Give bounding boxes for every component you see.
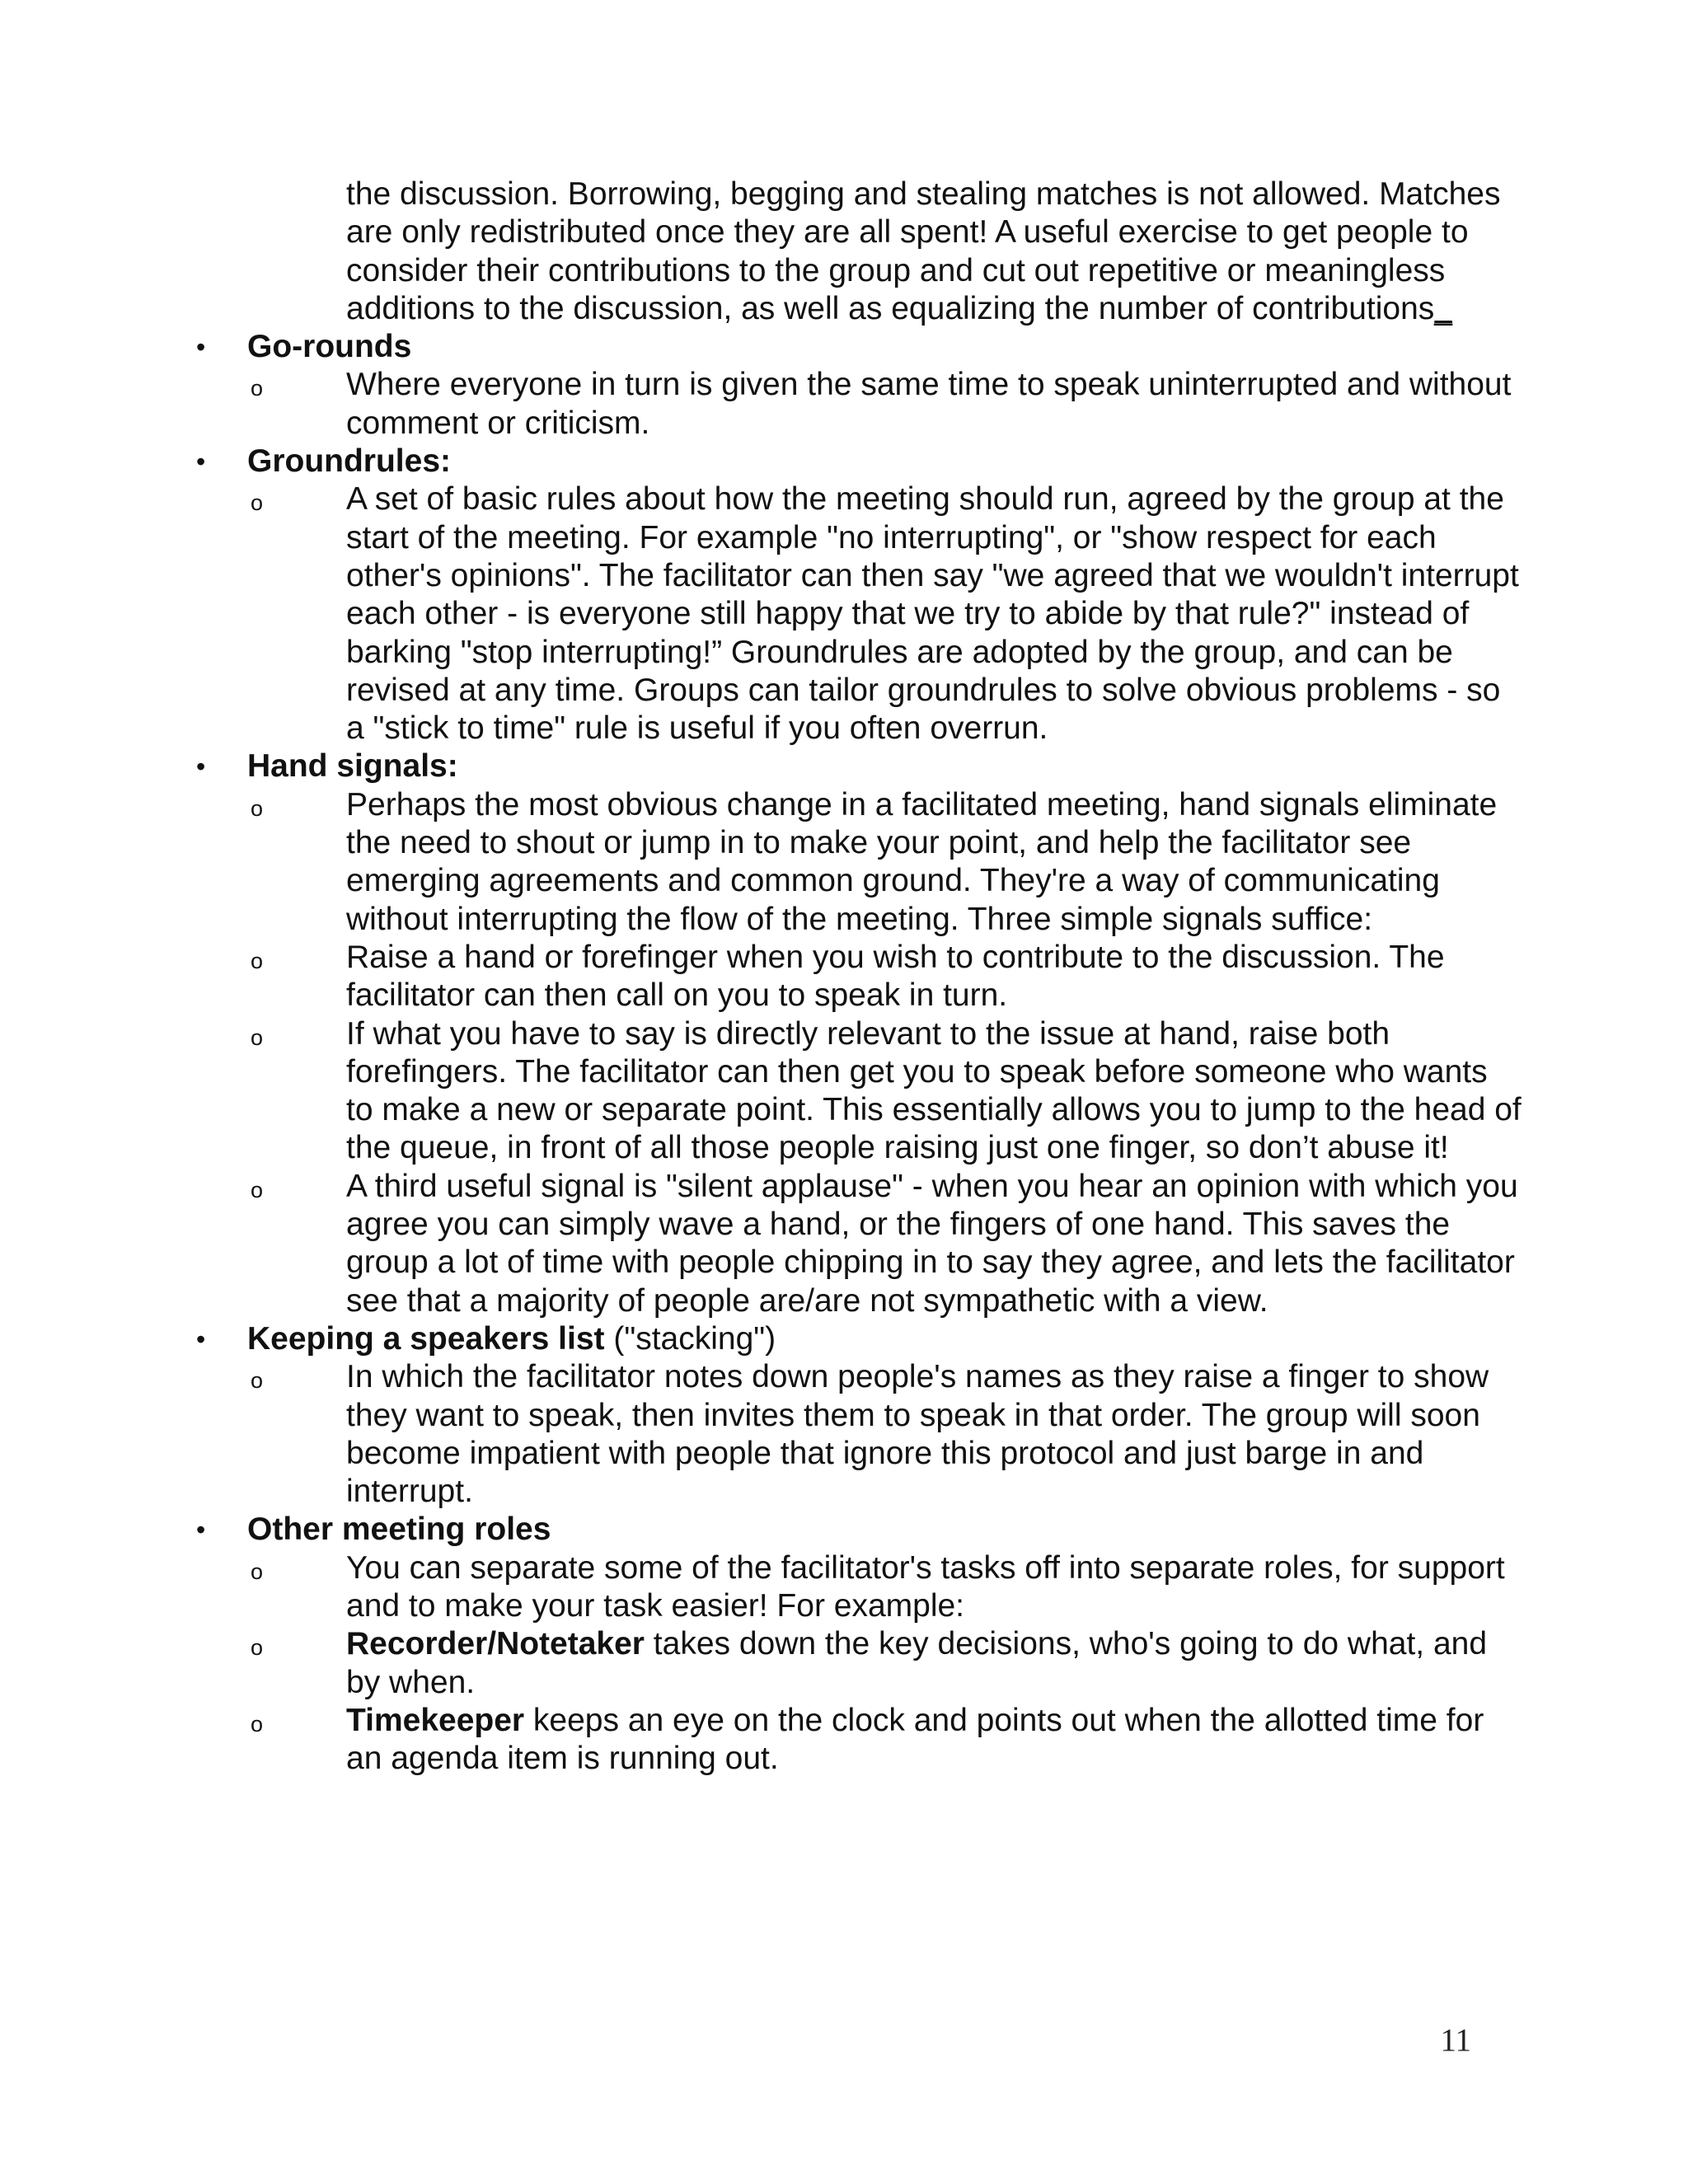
sub-bullet-marker: o (251, 1368, 264, 1394)
sub-list-item (247, 786, 1522, 939)
sub-bullet-marker: o (251, 1711, 264, 1736)
sub-item-text: You can separate some of the facilitator's tasks off into separate roles, for support and to make your task easier! For example: (346, 1549, 1505, 1624)
bullet-item (195, 1511, 1522, 1778)
sub-list-item (247, 939, 1522, 1015)
sub-list (247, 480, 1522, 748)
sub-item-text: takes down the key decisions, who's going to do what, and by when. (346, 1626, 1488, 1700)
sub-list (247, 1358, 1522, 1511)
sub-list (247, 786, 1522, 1320)
section-title: Groundrules: (247, 443, 452, 480)
sub-bullet-marker: o (251, 795, 264, 821)
role-term: Recorder/Notetaker (346, 1626, 645, 1662)
section-title: Hand signals: (247, 748, 458, 785)
sub-list (247, 1549, 1522, 1779)
page-number: 11 (1440, 2022, 1471, 2058)
bullet-list (195, 328, 1522, 1778)
section-title: Other meeting roles (247, 1511, 551, 1548)
bullet-item (195, 748, 1522, 1319)
sub-bullet-marker: o (251, 376, 264, 401)
bullet-marker: • (196, 1324, 206, 1354)
sub-list-item (247, 480, 1522, 748)
sub-list-item (247, 1702, 1522, 1779)
text-cursor-mark: _ (1434, 290, 1452, 326)
section-title: Keeping a speakers list (247, 1320, 605, 1357)
section-heading (247, 443, 1522, 480)
role-term: Timekeeper (346, 1702, 525, 1738)
bullet-item (195, 443, 1522, 748)
bullet-marker: • (196, 447, 206, 477)
sub-bullet-marker: o (251, 1558, 264, 1584)
bullet-marker: • (196, 332, 206, 363)
sub-bullet-marker: o (251, 490, 264, 516)
continued-paragraph-text: the discussion. Borrowing, begging and stealing matches is not allowed. Matches are only redistributed once they are all spent! A useful exercise to get people to consider their contributions to the group and cut out repetitive or meaningless additions to the discussion, as well as equalizing the number of contributions (346, 176, 1501, 326)
bullet-marker: • (196, 1515, 206, 1545)
sub-list (247, 366, 1522, 443)
page-body (195, 176, 1522, 1778)
sub-list-item (247, 1358, 1522, 1511)
sub-item-text: keeps an eye on the clock and points out when the allotted time for an agenda item is running out. (346, 1702, 1484, 1777)
sub-list-item (247, 366, 1522, 443)
sub-item-text: Raise a hand or forefinger when you wish to contribute to the discussion. The facilitator can then call on you to speak in turn. (346, 939, 1445, 1014)
bullet-marker: • (196, 752, 206, 782)
sub-item-text: Perhaps the most obvious change in a facilitated meeting, hand signals eliminate the need to shout or jump in to make your point, and help the facilitator see emerging agreements and common ground. They're a way of communicating without interrupting the flow of the meeting. Three simple signals suffice: (346, 786, 1498, 937)
section-title: Go-rounds (247, 329, 412, 365)
section-heading (247, 1320, 1522, 1358)
sub-bullet-marker: o (251, 1635, 264, 1661)
continued-paragraph (346, 176, 1522, 328)
section-heading (247, 1511, 1522, 1549)
sub-bullet-marker: o (251, 1177, 264, 1202)
sub-list-item (247, 1625, 1522, 1702)
bullet-item (195, 1320, 1522, 1511)
sub-item-text: A third useful signal is "silent applause" - when you hear an opinion with which you agree you can simply wave a hand, or the fingers of one hand. This saves the group a lot of time with people chipping in to say they agree, and lets the facilitator see that a majority of people are/are not sympathetic with a view. (346, 1168, 1518, 1319)
sub-item-text: A set of basic rules about how the meeting should run, agreed by the group at the start of the meeting. For example "no interrupting", or "show respect for each other's opinions". The facilitator can then say "we agreed that we wouldn't interrupt each other - is everyone still happy that we try to abide by that rule?" instead of barking "stop interrupting!” Groundrules are adopted by the group, and can be revised at any time. Groups can tailor groundrules to solve obvious problems - so a "stick to time" rule is useful if you often overrun. (346, 481, 1519, 747)
sub-item-text: In which the facilitator notes down people's names as they raise a finger to show they want to speak, then invites them to speak in that order. The group will soon become impatient with people that ignore this protocol and just barge in and interrupt. (346, 1359, 1489, 1510)
sub-bullet-marker: o (251, 1024, 264, 1050)
sub-item-text: If what you have to say is directly relevant to the issue at hand, raise both forefingers. The facilitator can then get you to speak before someone who wants to make a new or separate point. This essentially allows you to jump to the head of the queue, in front of all those people raising just one finger, so don’t abuse it! (346, 1015, 1522, 1166)
sub-list-item (247, 1549, 1522, 1626)
sub-list-item (247, 1015, 1522, 1168)
sub-item-text: Where everyone in turn is given the same time to speak uninterrupted and without comment or criticism. (346, 367, 1512, 441)
section-title-suffix: ("stacking") (604, 1320, 776, 1357)
sub-list-item (247, 1168, 1522, 1320)
section-heading (247, 748, 1522, 785)
section-heading (247, 328, 1522, 366)
sub-bullet-marker: o (251, 948, 264, 973)
bullet-item (195, 328, 1522, 443)
